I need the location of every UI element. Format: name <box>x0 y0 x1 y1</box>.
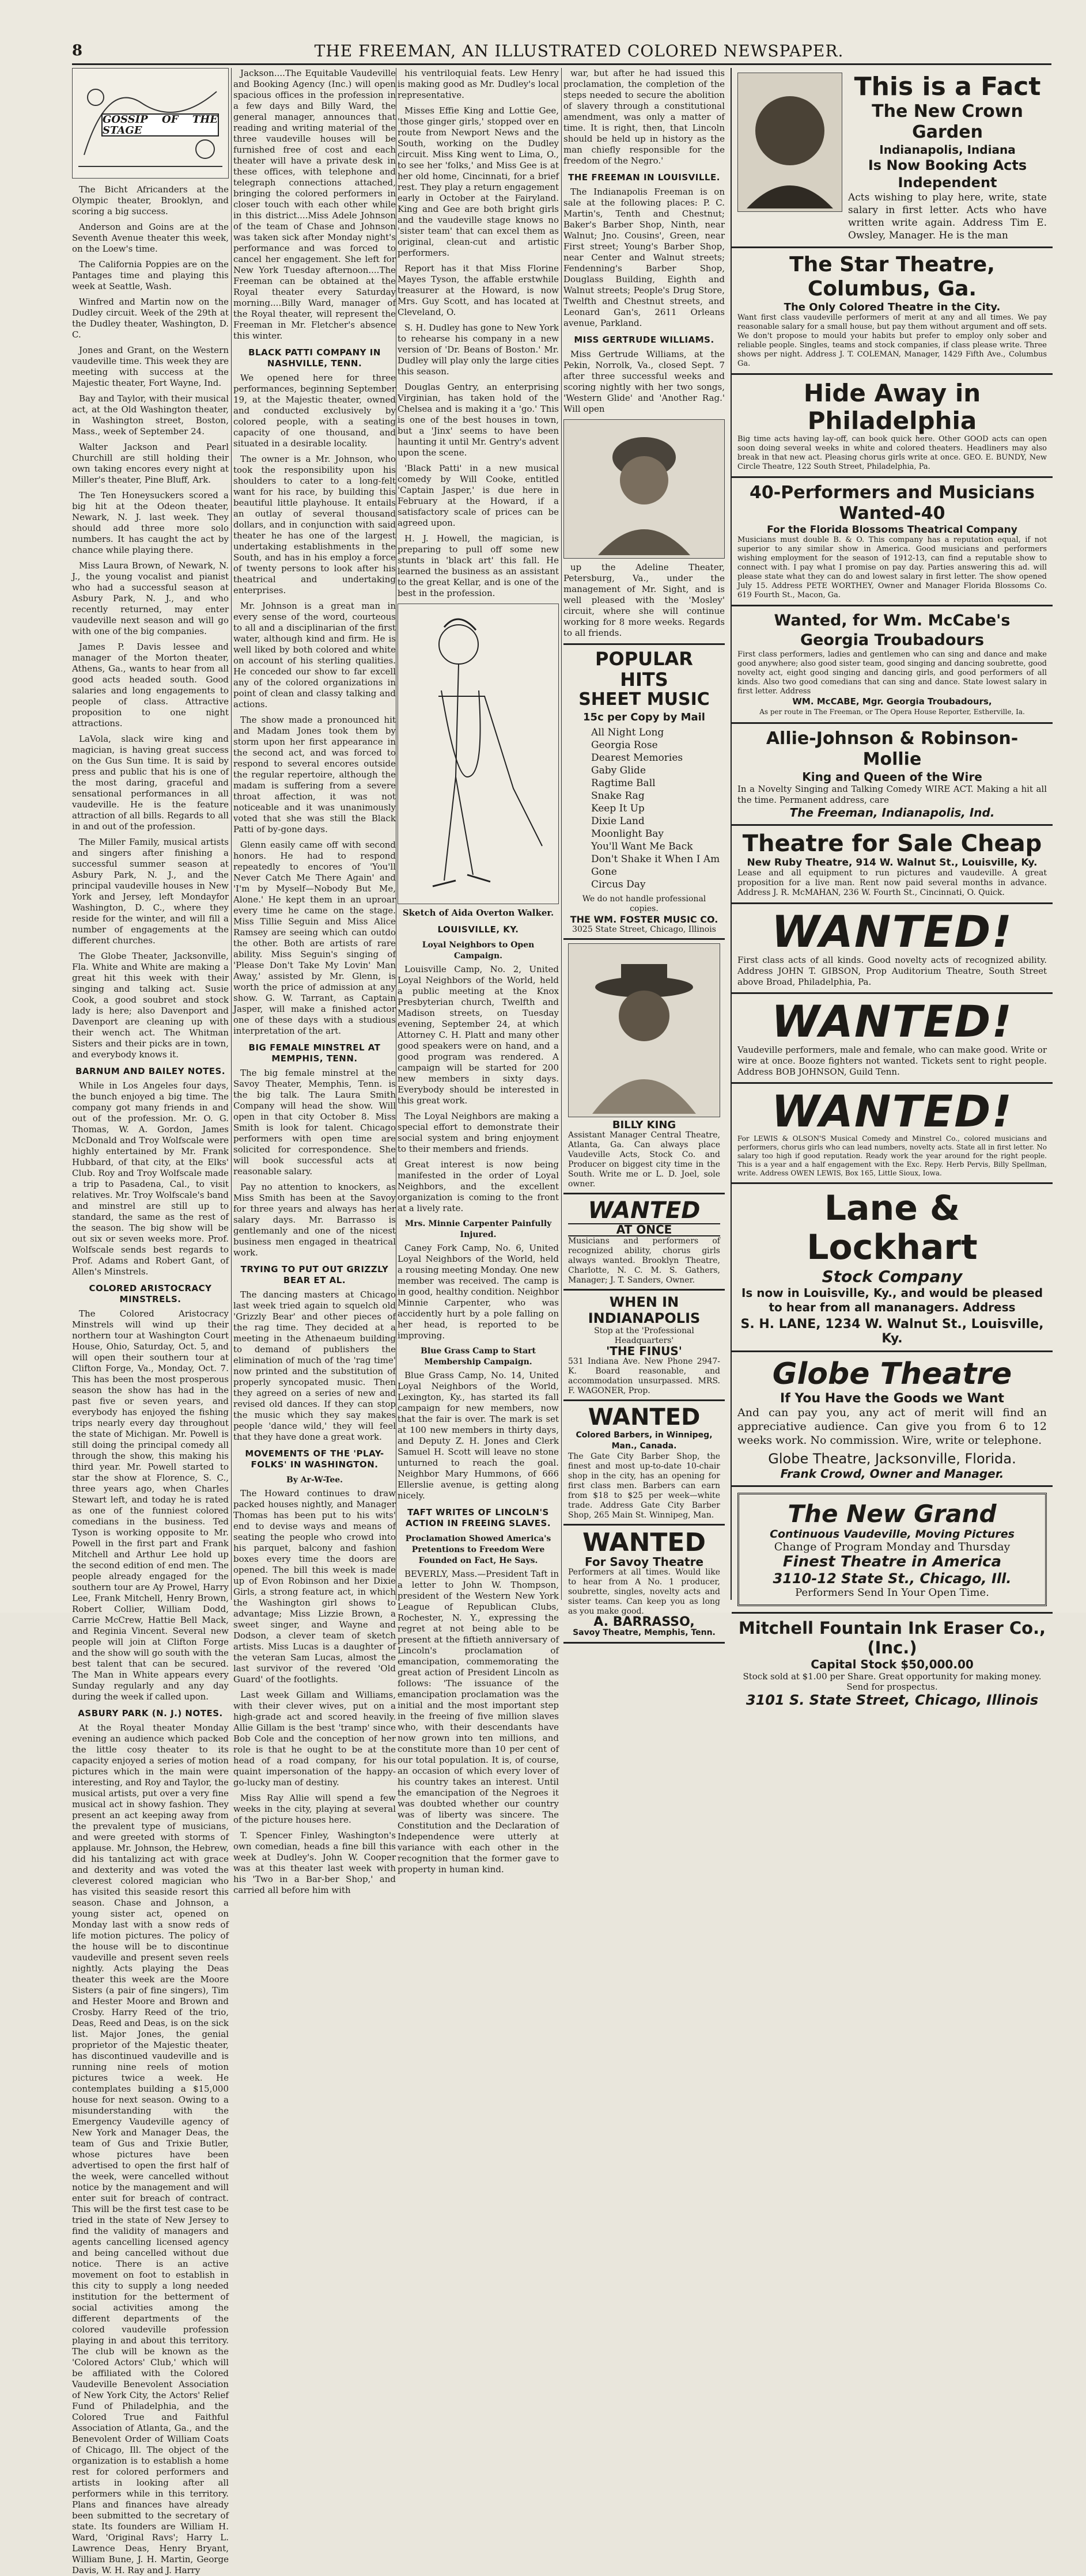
article-paragraph: The owner is a Mr. Johnson, who took the responsibility upon his shoulders to cater to a long-felt want for his race, by building this beautiful little playhouse. It entails an outlay of several thousand dollars, and in conjunction with said theater he has one of the largest undertaking establishments in the South, and has in his employ a force of twenty persons to look after his theatrical and undertaking enterprises. <box>233 454 396 595</box>
section-heading: COLORED ARISTOCRACY MINSTRELS. <box>89 1283 212 1304</box>
star-heading: The Star Theatre, Columbus, Ga. <box>789 253 995 301</box>
ad-address: As per route in The Freeman, or The Opera House Reporter, Estherville, Ia. <box>759 708 1025 716</box>
article-paragraph: Miss Ray Allie will spend a few weeks in the city, playing at several of the picture houses here. <box>233 1793 396 1825</box>
mitchell-heading: Mitchell Fountain Ink Eraser Co., (Inc.) <box>738 1618 1046 1657</box>
ad-company: THE WM. FOSTER MUSIC CO. <box>570 914 718 925</box>
crown-headline: This is a Fact <box>854 72 1041 101</box>
article-paragraph: Caney Fork Camp, No. 6, United Loyal Neighbors of the World, held a rousing meeting Monday. One new member was received. The camp is in good, healthy condition. Neighbor Minnie Carpenter, who was accidently hurt by a pole falling on her head, is reported to be improving. <box>398 1243 559 1341</box>
article-paragraph: his ventriloquial feats. Lew Henry is making good as Mr. Dudley's local representative. <box>398 68 559 100</box>
portrait-icon <box>741 76 839 208</box>
article-paragraph: BEVERLY, Mass.—President Taft in a letter to John W. Thompson, president of the Western New York League of Republican Clubs, Rochester, N. Y., expressing the regret at not being able to be present at the fiftieth anniversary of Lincoln's proclamation of emancipation, commemorating the great action of President Lincoln as follows: 'The issuance of the emancipation proclamation was the initial and the most important step in the freeing of five million slaves who, with their descendants have now grown into ten millions, and constitute more than 10 per cent of our total population. It is, of course, an occasion of which every lover of his country takes an interest. Until the emancipation of the Negroes it was doubted whether our country was of liberty was sincere. The Constitution and the Declaration of Independence were utterly at variance with each other in the recognition that the former gave to property in human kind. <box>398 1569 559 1875</box>
theatre-for-sale-ad <box>732 826 1053 904</box>
column-rule <box>231 68 232 1600</box>
wanted-ad-1 <box>732 904 1053 994</box>
subheading: Proclamation Showed America's Pretentions to Freedom Were Founded on Fact, He Says. <box>405 1534 551 1565</box>
column-rule <box>561 68 562 1600</box>
article-paragraph: The big female minstrel at the Savoy Theater, Memphis, Tenn. is the big talk. The Laura Smith Company will head the show. Will open in that city October 8. Miss Smith is look for talent. Chicago performers with open time are solicited for correspondence. She will book successful acts at reasonable salary. <box>233 1068 396 1177</box>
popular-hits-title: POPULAR HITS <box>595 648 693 691</box>
billy-king-photo <box>568 943 720 1117</box>
gossip-item: The California Poppies are on the Pantages time and playing this week at Seattle, Wash. <box>72 259 229 291</box>
gossip-item: The Miller Family, musical artists and singers after finishing a successful summer season at Asbury Park, N. J., and the principal vaudeville houses in New York and Jersey, left Mondayfor Washington, D. C., where they reside for the winter, and will fill a number of engagements at the different churches. <box>72 837 229 946</box>
article-paragraph: Last week Gillam and Williams, with their clever wives, put on a high-grade act and scored heavily. Allie Gillam is the best 'tramp' since Bob Cole and the conception of her role is that he ought to be at the head of a road company, for his quaint impersonation of the happy-go-lucky man of destiny. <box>233 1690 396 1788</box>
gossip-item: The Bicht Africanders at the Olympic theater, Brooklyn, and scoring a big success. <box>72 184 229 217</box>
globe-name: Globe Theatre, Jacksonville, Florida. <box>768 1451 1016 1467</box>
crown-booking: Is Now Booking Acts Independent <box>868 157 1027 191</box>
ad-text: Musicians and performers of recognized ability, chorus girls always wanted. Brooklyn Theatre, Charlotte, N. C. M. S. Gathers, Manager; J. T. Sanders, Owner. <box>568 1236 720 1285</box>
florida-blossoms-ad <box>732 478 1053 606</box>
article-paragraph: S. H. Dudley has gone to New York to rehearse his company in a new version of 'Dr. Beans of Boston.' Mr. Dudley will play only the large cities this season. <box>398 323 559 377</box>
gossip-item: Walter Jackson and Pearl Churchill are still holding their own taking encores every night at Miller's theater, Pine Bluff, Ark. <box>72 442 229 485</box>
wanted-subheading: Colored Barbers, in Winnipeg, Man., Canada. <box>576 1431 713 1451</box>
wanted-heading: WANTED <box>588 1197 701 1224</box>
mccabe-name: WM. McCABE, Mgr. Georgia Troubadours, <box>792 696 992 707</box>
section-heading: TAFT WRITES OF LINCOLN'S ACTION IN FREEING SLAVES. <box>405 1507 551 1528</box>
grand-change: Change of Program Monday and Thursday <box>774 1541 1011 1553</box>
sketch-caption: Sketch of Aida Overton Walker. <box>402 908 554 918</box>
ad-text: Lease and all equipment to run pictures and vaudeville. A great proposition for a live man. Rent now paid several months in advance. Address J. R. McMAHAN, 236 W. Fourth St., Cincinnati, O. Quick. <box>737 868 1047 897</box>
song-title: Keep It Up <box>591 803 645 814</box>
forty-heading: 40-Performers and Musicians Wanted-40 <box>750 483 1035 523</box>
article-paragraph: While in Los Angeles four days, the bunch enjoyed a big time. The company got many friends in and out of the profession. Mr. O. G. Thomas, W. A. Gordon, James McDonald and Troy Wolfscale were highly entertained by Mr. Frank Hubbard, of that city, at the Elks' Club. Roy and Troy Wolfscale made a trip to Pasadena, Cal., to visit relatives. Mr. Troy Wolfscale's band and minstrel are still up to standard, the same as the rest of the season. The big show will be out six or seven weeks more. Prof. Wolfscale sends best regards to Prof. Adams and Robert Gant, of Allen's Minstrels. <box>72 1080 229 1277</box>
subheading: Mrs. Minnie Carpenter Painfully Injured. <box>404 1219 552 1239</box>
song-title: Circus Day <box>591 879 646 890</box>
article-paragraph: war, but after he had issued this proclamation, the completion of the steps needed to secure the abolition of slavery through a constitutional amendment, was only a matter of time. It is right, then, that Lincoln should be held up in history as the man chiefly responsible for the freedom of the Negro.' <box>563 68 725 166</box>
ad-text: For LEWIS & OLSON'S Musical Comedy and Minstrel Co., colored musicians and performers, chorus girls who can lead numbers, novelty acts. State all in first letter. No salary too high if good reputation. Ready work the year around for the right people. This is a year and a half engagement with the Exc. Repy. Herb Pervis, Billy Spellman, write. Address OWEN LEWIS, Box 165, Little Sioux, Iowa. <box>737 1135 1047 1177</box>
gossip-item: Jones and Grant, on the Western vaudeville time. This week they are meeting with success at the Majestic theater, Fort Wayne, Ind. <box>72 345 229 388</box>
wanted-subheading: For Savoy Theatre <box>584 1555 704 1569</box>
song-title: Dixie Land <box>591 815 645 827</box>
newspaper-title: THE FREEMAN, AN ILLUSTRATED COLORED NEWSPAPER. <box>314 41 844 60</box>
star-sub: The Only Colored Theatre in the City. <box>784 301 1001 313</box>
song-title: Dearest Memories <box>591 752 683 764</box>
lane-heading: Lane & Lockhart <box>807 1188 978 1268</box>
wanted-heading: WANTED! <box>771 1086 1013 1137</box>
wanted-ad-3 <box>732 1084 1053 1184</box>
grand-heading: The New Grand <box>788 1500 997 1528</box>
gossip-item: The Ten Honeysuckers scored a big hit at the Odeon theater, Newark, N. J. last week. They should add three more solo numbers. It has caught the act by chance while playing there. <box>72 490 229 555</box>
banner-title: GOSSIP OF THE STAGE <box>103 113 218 136</box>
song-title: Gaby Glide <box>591 765 646 776</box>
crown-name: The New Crown Garden <box>872 101 1023 142</box>
ad-name: A. BARRASSO, <box>593 1615 695 1629</box>
section-heading: BLACK PATTI COMPANY IN NASHVILLE, TENN. <box>248 347 381 369</box>
article-paragraph: The Colored Aristocracy Minstrels will wind up their northern tour at Washington Court House, Ohio, Saturday, Oct. 5, and will open their southern tour at Clifton Forge, Va., Monday, Oct. 7. This has been the most prosperous season the show has had in the past five or seven years, and everybody has enjoyed the fishing trips nearly every day throughout the state of Michigan. Mr. Powell is still doing the principal comedy all through the show, this making his third year. Mr. Powell started to star the show at Florence, S. C., three years ago, when Charles Stewart left, and today he is rated as one of the funniest colored comedians in the business. Ted Tyson is working opposite to Mr. Powell in the first part and Frank Mitchell and Arthur Lee hold up the second edition of end men. The people already engaged for the southern tour are Ay Prowel, Harry Lee, Frank Mitchell, Henry Brown, Robert Collier, William Dodd, Carrie McCrew, Hattie Bell Mack, and Reginia Vincent. Several new people will join at Clifton Forge and the show will go south with the best talent that can be secured. The Man in White appears every Sunday regularly and any day during the week if called upon. <box>72 1308 229 1702</box>
gertrude-williams-photo <box>563 419 725 559</box>
manager-photo <box>737 73 842 212</box>
gossip-item: Anderson and Goins are at the Seventh Avenue theater this week, on the Loew's time. <box>72 222 229 254</box>
section-heading: BIG FEMALE MINSTREL AT MEMPHIS, TENN. <box>248 1042 381 1064</box>
grand-finest: Finest Theatre in America <box>782 1553 1002 1570</box>
article-paragraph: Douglas Gentry, an enterprising Virginian, has taken hold of the Chelsea and is making it a 'go.' This is one of the best houses in town, but a 'Jinx' seems to have been haunting it until Mr. Gentry's advent upon the scene. <box>398 382 559 458</box>
grand-sub: Continuous Vaudeville, Moving Pictures <box>770 1528 1015 1541</box>
ad-text: Musicians must double B. & O. This company has a reputation equal, if not superior to any similar show in America. Good musicians and performers wishing employment for the season of 1912-13, can find a reputable show to connect with. I pay what I promise on pay day. Parties answering this ad. will please state what they can do and lowest salary in first letter. The show opened July 15. Address PETE WORTHEY, Owner and Manager Florida Blossoms Co. 619 Fourth St., Macon, Ga. <box>737 536 1047 600</box>
section-heading: MISS GERTRUDE WILLIAMS. <box>574 335 714 345</box>
song-title: Don't Shake it When I Am Gone <box>591 853 720 878</box>
subheading: Loyal Neighbors to Open Campaign. <box>422 940 535 961</box>
ad-text: 531 Indiana Ave. New Phone 2947-K. Board reasonable, and accommodation unsurpassed. MRS. F. WAGONER, Prop. <box>568 1357 720 1395</box>
article-paragraph: The Howard continues to draw packed houses nightly, and Manager Thomas has been put to his wits' end to devise ways and means of seating the people who crowd into his parquet, balcony and fashion boxes every time the doors are opened. The bill this week is made up of Evon Robinson and her Dixie Girls, a strong feature act, in which the Washington girl shows to advantage; Miss Lizzie Brown, a sweet singer, and Wayne and Dodson, a clever team of sketch artists. Miss Lucas is a daughter of the veteran Sam Lucas, almost the last survivor of the revered 'Old Guard' of the footlights. <box>233 1488 396 1685</box>
ad-address: 3101 S. State Street, Chicago, Illinois <box>746 1692 1039 1708</box>
page-number: 8 <box>72 42 83 59</box>
gossip-item: James P. Davis lessee and manager of the Morton theater, Athens, Ga., wants to hear from all good acts headed south. Good salaries and long engagements to people of class. Attractive proposition to one night attractions. <box>72 642 229 729</box>
globe-owner: Frank Crowd, Owner and Manager. <box>780 1467 1004 1481</box>
byline: By Ar-W-Tee. <box>286 1475 343 1485</box>
price-line: 15c per Copy by Mail <box>583 711 705 723</box>
ad-text: Vaudeville performers, male and female, who can make good. Write or wire at once. Booze fighters not wanted. Tickets sent to right people. Address BOB JOHNSON, Guild Tenn. <box>737 1045 1047 1077</box>
billy-king-ad <box>563 940 725 1194</box>
popular-hits-ad <box>563 643 725 940</box>
section-heading: LOUISVILLE, KY. <box>437 924 519 935</box>
article-paragraph: The show made a pronounced hit and Madam Jones took them by storm upon her first appearance in the second act, and was forced to respond to several encores outside the regular repertoire, although the madam is suffering from a severe throat affection, it was not noticeable and it was unanimously voted that she was still the Black Patti of by-gone days. <box>233 715 396 834</box>
ad-text: Big time acts having lay-off, can book quick here. Other GOOD acts can open soon doing several weeks in white and colored theaters. Headliners may also break in that new act. Pleasing chorus girls write at once. GEO. E. BUNDY, New Circle Theatre, 122 South Street, Philadelphia, Pa. <box>737 435 1047 471</box>
article-paragraph: Miss Gertrude Williams, at the Pekin, Norrolk, Va., closed Sept. 7 after three successful weeks and scoring nightly with her two songs, 'Western Glide' and 'Another Rag.' Will open <box>563 349 725 414</box>
ad-text: Performers at all times. Would like to hear from A No. 1 producer, soubrette, singles, novelty acts and sister teams. Can keep you as long as you make good. <box>568 1568 720 1616</box>
wanted-heading: WANTED! <box>771 996 1013 1047</box>
article-paragraph: Mr. Johnson is a great man in every sense of the word, courteous to all and a disciplinarian of the first water, although kind and firm. He is well liked by both colored and white on account of his sterling qualities. He conceded our show to far excell any of the colored organizations in point of clean and classy talking and actions. <box>233 601 396 710</box>
crown-city: Indianapolis, Indiana <box>879 143 1016 157</box>
dancer-sketch-icon <box>398 604 558 902</box>
ad-text: Stock sold at $1.00 per Share. Great opportunity for making money. Send for prospectus. <box>743 1671 1042 1692</box>
wanted-subheading: AT ONCE <box>568 1223 720 1236</box>
article-paragraph: We opened here for three performances, beginning September 19, at the Majestic theater, owned and conducted exclusively by colored people, with a seating capacity of one thousand, and situated in a desirable locality. <box>233 373 396 449</box>
ad-text: Is now in Louisville, Ky., and would be pleased to hear from all mananagers. Address <box>741 1286 1043 1314</box>
ad-text: Want first class vaudeville performers of merit at any and all times. We pay reasonable salary for a small house, but pay them without argument and off sets. We don't propose to mould your habits but prefer to employ only sober and reliable people. Singles, teams and stock companies, if class please write. Three shows per night. Address J. T. COLEMAN, Manager, 1429 Fifth Ave., Columbus Ga. <box>737 313 1047 368</box>
allie-johnson-ad <box>732 724 1053 826</box>
billy-king-name: BILLY KING <box>612 1119 676 1131</box>
crown-garden-ad <box>732 68 1053 248</box>
sketch-illustration <box>398 604 559 904</box>
article-paragraph: Blue Grass Camp, No. 14, United Loyal Neighbors of the World, Lexington, Ky., has started its fall campaign for new members, now that the fair is over. The mark is set at 100 new members in thirty days, and Deputy Z. H. Jones and Clerk Samuel H. Scott will leave no stone unturned to reach the goal. Neighbor Mary Hummons, of 666 Ellerslie avenue, is getting along nicely. <box>398 1370 559 1501</box>
wanted-at-once-ad <box>563 1194 725 1291</box>
article-paragraph: The Loyal Neighbors are making a special effort to demonstrate their social system and bring enjoyment to their members and friends. <box>398 1111 559 1154</box>
forty-sub: For the Florida Blossoms Theatrical Company <box>767 524 1017 536</box>
article-paragraph: 'Black Patti' in a new musical comedy by Will Cooke, entitled 'Captain Jasper,' is due here in February at the Howard, if a satisfactory scale of prices can be agreed upon. <box>398 463 559 528</box>
article-paragraph: The Indianapolis Freeman is on sale at the following places: P. C. Martin's, Tenth and Chestnut; Baker's Barber Shop, Ninth, near Walnut; Jno. Cousins', Green, near First street; Young's Barber Shop, near Center and Walnut streets; Fendenning's Barber Shop, Douglass Building, Eighth and Walnut streets; People's Drug Store, Twelfth and Chestnut streets, and Leonard Gan's, 2611 Orleans avenue, Parkland. <box>563 187 725 328</box>
globe-sub: If You Have the Goods we Want <box>780 1391 1004 1406</box>
savoy-wanted-ad <box>563 1526 725 1644</box>
article-paragraph: Report has it that Miss Florine Mayes Tyson, the affable erstwhile treasurer at the Howard, is now Mrs. Guy Scott, and has located at Cleveland, O. <box>398 263 559 317</box>
column-1 <box>72 68 229 2575</box>
gossip-banner <box>72 68 229 179</box>
gossip-item: Bay and Taylor, with their musical act, at the Old Washington theater, in Washington street, Boston, Mass., week of September 24. <box>72 393 229 437</box>
song-list <box>568 726 720 891</box>
article-paragraph: Glenn easily came off with second honors. He had to respond repeatedly to encores of 'You'll Never Catch Me There Again' and 'I'm by Myself—Nobody But Me, Alone.' He kept them in an uproar every time he came on the stage. Miss Tillie Seguin and Miss Alice Ramsey are seeing which can outdo the other. Both are artists of rare ability. Miss Seguin's singing of 'Please Don't Take My Lovin' Man Away,' assisted by Mr. Glenn, is worth the price of admission at any show. G. W. Tarrant, as Captain Jasper, will make a finished actor one of these days with a studious interpretation of the art. <box>233 840 396 1036</box>
article-paragraph: Great interest is now being manifested in the order of Loyal Neighbors, and the excellent organization is coming to the front at a lively rate. <box>398 1159 559 1213</box>
gossip-item: The Globe Theater, Jacksonville, Fla. White and White are making a great hit this week with their singing and talking act. Susie Cook, a good soubret and stock lady is here; also Davenport and Davenport are cleaning up with their wench act. The Whitman Sisters and their picks are in town, and everybody knows it. <box>72 951 229 1060</box>
article-paragraph: At the Royal theater Monday evening an audience which packed the little cosy theater to its capacity enjoyed a series of motion pictures which in the main were interesting, and Roy and Taylor, the musical artists, put over a very fine musical act in showy fashion. They present an act keeping away from the prevalent type of musicians, and were greeted with storms of applause. Mr. Johnson, the Hebrew, did his tantalizing act with grace and dexterity and was voted the cleverest colored magician who has visited this seaside resort this season. Chase and Johnson, a young sister act, opened on Monday last with a snow reds of life motion pictures. The policy of the house will be to discontinue vaudeville and present seven reels nightly. Acts playing the Deas theater this week are the Moore Sisters (a pair of fine singers), Tim and Hester Moore and Brown and Crosby. Harry Reed of the trio, Deas, Reed and Deas, is on the sick list. Major Jones, the genial proprietor of the Majestic theater, has discontinued vaudeville and is running nine reels of motion pictures twice a week. He contemplates building a $15,000 house for next season. Owing to a misunderstanding with the Emergency Vaudeville agency of New York and Manager Deas, the team of Gus and Trixie Butler, whose pictures have been advertised to open the first half of the week, were cancelled without notice by the management and will enter suit for breach of contract. This will be the first test case to be tried in the state of New Jersey to find the validity of managers and agents cancelling licensed agency and being cancelled without due notice. There is an active movement on foot to establish in this city to supply a long needed institution for the betterment of social activities among the different departments of the colored vaudeville profession playing in and about this territory. The club will be known as the 'Colored Actors' Club,' which will be affiliated with the Colored Vaudeville Benevolent Association of New York City, the Actors' Relief Fund of Philadelphia, and the Colored True and Faithful Association of Atlanta, Ga., and the Benevolent Order of William Coats of Chicago, Ill. The object of the organization is to establish a home rest for colored performers and artists in looking after all performers while in this territory. Plans and finances have already been submitted to the secretary of state. Its founders are William H. Ward, 'Original Ravs'; Harry L. Lawrence Deas, Henry Bryant, William Bune, J. H. Martin, George Davis, W. H. Ray and J. Harry <box>72 1723 229 2575</box>
globe-heading: Globe Theatre <box>772 1357 1012 1391</box>
sheet-music-title: SHEET MUSIC <box>578 689 710 710</box>
ad-address: The Freeman, Indianapolis, Ind. <box>789 806 995 820</box>
ad-text: In a Novelty Singing and Talking Comedy WIRE ACT. Making a hit all the time. Permanent address, care <box>737 784 1047 805</box>
ad-address: Savoy Theatre, Memphis, Tenn. <box>573 1628 716 1637</box>
gossip-item: LaVola, slack wire king and magician, is having great success on the Gus Sun time. It is said by press and public that his is one of the most daring, graceful and sensational performances in all vaudeville. He is the feature attraction of all bills. Regards to all in and out of the profession. <box>72 734 229 832</box>
gossip-item: Winfred and Martin now on the Dudley circuit. Week of the 29th at the Dudley theater, Washington, D. C. <box>72 297 229 340</box>
ad-text: First class performers, ladies and gentlemen who can sing and dance and make good anywhere; also good sister team, good singing and dancing soubrette, good novelty act, eight good singing and dancing girls, and good performers of all kinds. Also two good comedians that can sing and dance. State lowest salary in first letter. Address <box>737 650 1047 696</box>
ad-note: We do not handle professional copies. <box>582 894 706 913</box>
winnipeg-wanted-ad <box>563 1401 725 1526</box>
indianapolis-ad <box>563 1291 725 1401</box>
mccabe-heading: Wanted, for Wm. McCabe's Georgia Troubadours <box>774 612 1011 649</box>
advertisement-column <box>731 68 1053 1708</box>
wanted-ad-2 <box>732 994 1053 1084</box>
ad-text: The Gate City Barber Shop, the finest and most up-to-date 10-chair shop in the city, has an opening for first class men. Barbers can earn from $18 to $25 per week—white trade. Address Gate City Barber Shop, 265 Main St. Winnipeg, Man. <box>568 1452 720 1520</box>
masthead <box>72 38 1051 65</box>
section-heading: MOVEMENTS OF THE 'PLAY-FOLKS' IN WASHINGTON. <box>245 1448 384 1470</box>
indy-name: 'THE FINUS' <box>606 1344 682 1358</box>
indy-heading: WHEN IN INDIANAPOLIS <box>588 1294 701 1326</box>
article-paragraph: up the Adeline Theater, Petersburg, Va., under the management of Mr. Sight, and is well pleased with the 'Mosley' circuit, where she will continue working for 8 more weeks. Regards to all friends. <box>563 562 725 638</box>
wanted-heading: WANTED <box>582 1528 706 1557</box>
song-title: Moonlight Bay <box>591 828 664 840</box>
star-theatre-ad <box>732 248 1053 375</box>
article-paragraph: Misses Effie King and Lottie Gee, 'those ginger girls,' stopped over en route from Newport News and the South, working on the Dudley circuit. Miss King went to Lima, O., to see her 'folks,' and Miss Gee is at her old home, Cincinnati, for a brief rest. They play a return engagement early in October at the Fairyland. King and Gee are both bright girls and the vaudeville stage knows no 'sister team' that can excel them as original, clean-cut and artistic performers. <box>398 105 559 258</box>
lane-lockhart-ad <box>732 1184 1053 1352</box>
sale-sub: New Ruby Theatre, 914 W. Walnut St., Louisville, Ky. <box>747 857 1038 868</box>
sale-heading: Theatre for Sale Cheap <box>742 830 1042 857</box>
allie-sub: King and Queen of the Wire <box>802 770 982 784</box>
song-title: All Night Long <box>591 727 664 738</box>
article-paragraph: H. J. Howell, the magician, is preparing to pull off some new stunts in 'black art' this fall. He learned the business as an assistant to the great Kellar, and is one of the best in the profession. <box>398 533 559 598</box>
mccabe-ad <box>732 606 1053 724</box>
lane-sub: Stock Company <box>822 1267 963 1286</box>
article-paragraph: Louisville Camp, No. 2, United Loyal Neighbors of the World, held a public meeting at the Knox Presbyterian church, Twelfth and Madison streets, on Tuesday evening, September 24, at which Attorney C. H. Platt and many other good speakers were on hand, and a good program was rendered. A campaign will be started for 200 new members in sixty days. Everybody should be interested in this great work. <box>398 964 559 1106</box>
ad-text: And can pay you, any act of merit will find an appreciative audience. Can give you from 6 to 12 weeks work. No commission. Wire, write or telephone. <box>737 1406 1047 1447</box>
column-4 <box>563 68 725 1637</box>
ad-address: 3110-12 State St., Chicago, Ill. <box>773 1570 1012 1587</box>
mitchell-capital: Capital Stock $50,000.00 <box>811 1657 974 1671</box>
gossip-item: Miss Laura Brown, of Newark, N. J., the young vocalist and pianist who had a successful season at Asbury Park, N. J., and who recently returned, may enter vaudeville next season and will go with one of the big companies. <box>72 560 229 636</box>
section-heading: ASBURY PARK (N. J.) NOTES. <box>78 1708 223 1718</box>
portrait-icon <box>581 947 707 1114</box>
column-3 <box>398 68 559 1875</box>
song-title: Georgia Rose <box>591 739 658 751</box>
mitchell-ink-ad <box>732 1614 1053 1713</box>
song-title: Snake Rag <box>591 790 645 802</box>
new-grand-ad <box>732 1487 1053 1614</box>
section-heading: TRYING TO PUT OUT GRIZZLY BEAR ET AL. <box>240 1264 389 1285</box>
subheading: Blue Grass Camp to Start Membership Campaign. <box>420 1346 536 1367</box>
song-title: Ragtime Ball <box>591 777 656 789</box>
ad-text: First class acts of all kinds. Good novelty acts of recognized ability. Address JOHN T. GIBSON, Prop Auditorium Theatre, South Street above Broad, Philadelphia, Pa. <box>737 955 1047 987</box>
indy-sub: Stop at the 'Professional Headquarters' <box>594 1326 694 1345</box>
allie-heading: Allie-Johnson & Robinson-Mollie <box>766 729 1019 769</box>
globe-theatre-ad <box>732 1352 1053 1487</box>
hide-away-ad <box>732 375 1053 478</box>
wanted-heading: WANTED! <box>771 906 1013 957</box>
column-2 <box>233 68 396 1895</box>
article-paragraph: Jackson....The Equitable Vaudeville and Booking Agency (Inc.) will open spacious offices in the profession in a few days and Billy Ward, the general manager, announces that reading and writing material of the three vaudeville houses will be furnished free of cost and each theater will have a private desk in these offices, with telephone and telegraph connections attached, bringing the colored performers in closer touch with each other while in this district....Miss Adele Johnson of the team of Chase and Johnson was taken sick after Monday night's performance and was forced to cancel her engagement. She left for New York Tuesday afternoon....The Freeman can be obtained at the Royal theater every Saturday morning....Billy Ward, manager of the Royal theater, will represent the Freeman in Mr. Fletcher's absence this winter. <box>233 68 396 341</box>
ad-text: Assistant Manager Central Theatre, Atlanta, Ga. Can always place Vaudeville Acts, Stock Co. and Producer on biggest city time in the South. Write me or L. D. Joel, sole owner. <box>568 1130 720 1189</box>
article-paragraph: T. Spencer Finley, Washington's own comedian, heads a fine bill this week at Dudley's. John W. Cooper was at this theater last week with his 'Two in a Bar-ber Shop,' and carried all before him with <box>233 1830 396 1895</box>
ad-address: S. H. LANE, 1234 W. Walnut St., Louisville, Ky. <box>740 1317 1044 1346</box>
article-paragraph: The dancing masters at Chicago last week tried again to squelch old 'Grizzly Bear' and other pieces of the rag time. They decided at a meeting in the Athenaeum building to demand of publishers the elimination of much of the 'rag time' now printed and the substitution of properly syncopated music. Then they agreed on a series of new and revised old dances. If they can stop the music which they say makes people 'dance wild,' they will feel that they have done a great work. <box>233 1289 396 1442</box>
ad-text: Acts wishing to play here, write, state salary in first letter. Acts who have written write again. Address Tim E. Owsley, Manager. He is the man <box>848 192 1047 241</box>
ad-address: 3025 State Street, Chicago, Illinois <box>572 925 716 934</box>
section-heading: BARNUM AND BAILEY NOTES. <box>75 1066 226 1076</box>
portrait-icon <box>586 423 702 555</box>
wanted-heading: WANTED <box>588 1404 701 1431</box>
article-paragraph: Pay no attention to knockers, as Miss Smith has been at the Savoy for three years and always has her salary days. Mr. Barrasso is gentlemanly and one of the nicest business men engaged in theatrical work. <box>233 1182 396 1258</box>
section-heading: THE FREEMAN IN LOUISVILLE. <box>568 172 720 183</box>
hide-heading: Hide Away in Philadelphia <box>803 379 981 435</box>
grand-performers: Performers Send In Your Open Time. <box>795 1587 989 1599</box>
song-title: You'll Want Me Back <box>591 841 693 852</box>
